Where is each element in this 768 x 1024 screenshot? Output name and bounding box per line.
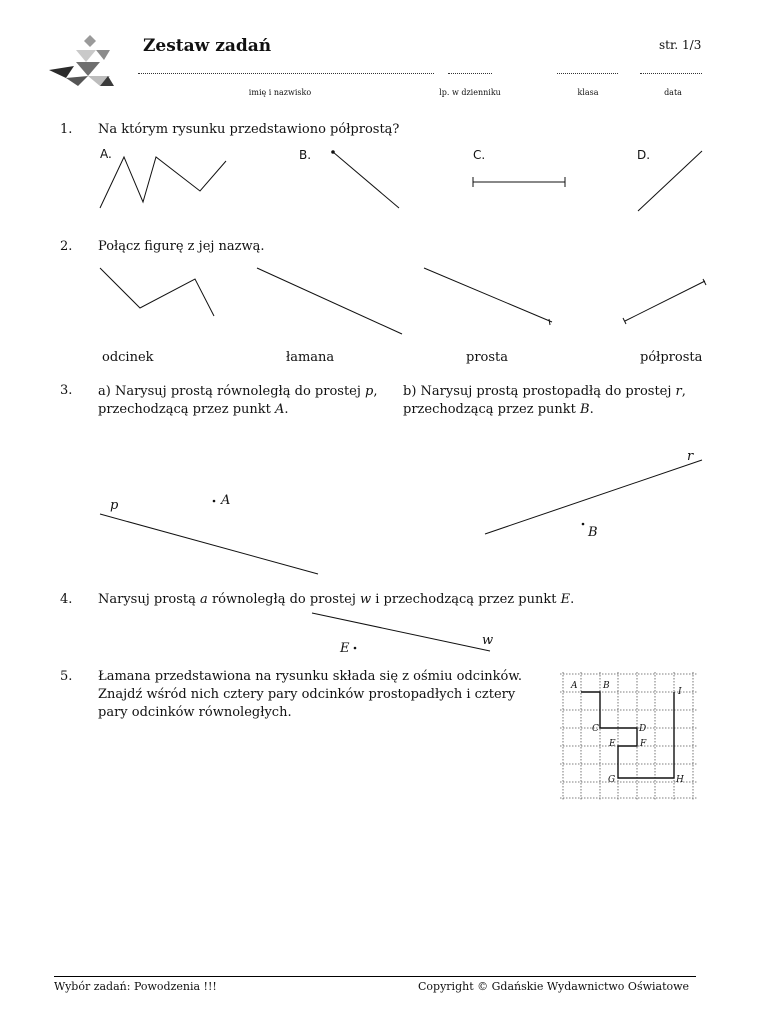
task-1-number: 1. [60,122,73,137]
point-e [354,647,357,650]
task-1-option-b: B. [299,148,312,162]
task-1-option-a: A. [100,147,112,161]
line-r [485,460,702,534]
point-a [213,500,216,503]
line-r-label: r [687,449,694,464]
task-3-number: 3. [60,383,73,398]
line-p [100,514,318,574]
task-5-polyline [581,692,674,778]
grid-label-i: I [678,687,682,697]
task-2-number: 2. [60,239,73,254]
option-b-ray [333,152,399,208]
point-b-label: B [588,525,598,540]
line-p-label: p [110,498,119,513]
task-2-line [257,268,402,334]
point-a-label: A [221,493,231,508]
point-b [582,523,585,526]
worksheet-title: Zestaw zadań [143,36,272,56]
task-4-question: Narysuj prostą a równoległą do prostej w i przechodzącą przez punkt E. [98,592,575,607]
option-a-polyline [100,157,226,208]
page-number: str. 1/3 [659,38,702,52]
grid-label-c: C [592,724,599,734]
line-w [312,613,490,651]
task-2-name-lamana: łamana [286,350,335,365]
task-5-number: 5. [60,669,73,684]
task-2-ray [625,281,705,321]
task-2-question: Połącz figurę z jej nazwą. [98,239,265,254]
footer-left: Wybór zadań: Powodzenia !!! [54,980,217,993]
register-number-label: lp. w dzienniku [439,88,501,97]
task-3b-text: b) Narysuj prostą prostopadłą do prostej r, przechodzącą przez punkt B. [403,384,686,417]
name-field-label: imię i nazwisko [248,88,312,97]
task-2-name-polprosta: półprosta [640,350,703,365]
grid-label-f: F [640,739,647,749]
option-d-line [638,151,702,211]
footer-copyright: Copyright © Gdańskie Wydawnictwo Oświatowe [418,980,690,993]
task-1-option-c: C. [473,148,486,162]
line-w-label: w [482,633,494,648]
task-2-name-prosta: prosta [466,350,509,365]
grid-label-h: H [676,775,684,785]
task-1-question: Na którym rysunku przedstawiono półprostą? [98,122,400,137]
grid-label-e: E [609,739,616,749]
task-1-option-d: D. [637,148,651,162]
point-e-label: E [340,641,350,656]
grid-label-a: A [571,681,578,691]
grid-label-d: D [639,724,647,734]
date-label: data [664,88,682,97]
grid-label-g: G [608,775,616,785]
task-2-name-odcinek: odcinek [102,350,154,365]
option-b-ray-origin [332,151,335,154]
footer-divider [54,976,696,977]
task-3a-text: a) Narysuj prostą równoległą do prostej p, przechodzącą przez punkt A. [98,384,378,417]
task-4-number: 4. [60,592,73,607]
class-label: klasa [577,88,599,97]
task-2-segment-ray [424,268,552,322]
task-2-polyline [100,268,214,316]
grid-label-b: B [603,681,610,691]
task-5-question: Łamana przedstawiona na rysunku składa się z ośmiu odcinków. Znajdź wśród nich cztery pary odcinków prostopadłych i cztery pary odcinków równoległych. [98,669,523,720]
